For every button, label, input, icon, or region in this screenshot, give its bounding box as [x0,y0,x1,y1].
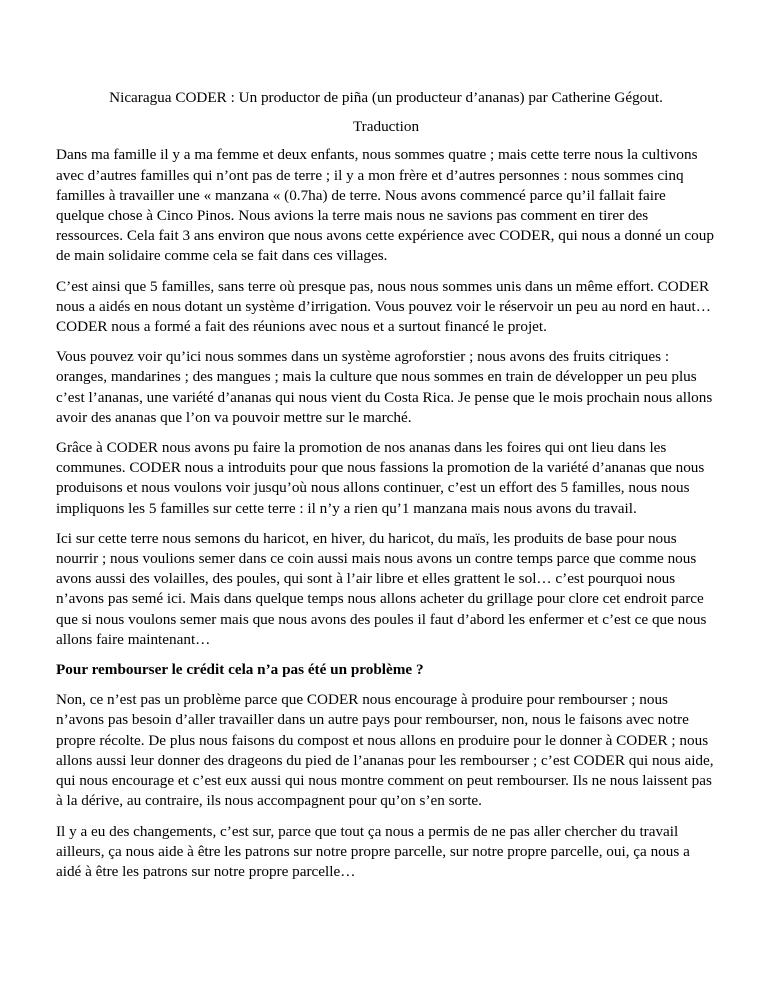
document-title: Nicaragua CODER : Un productor de piña (un producteur d’ananas) par Catherine Gégout. [109,89,663,106]
paragraph: Dans ma famille il y a ma femme et deux enfants, nous sommes quatre ; mais cette terre nous la cultivons avec d’autres familles qui n’ont pas de terre ; il y a mon frère et d’autres personnes : nous sommes cinq familles à travailler une « manzana « (0.7ha) de terre. Nous avons commencé parce qu’il fallait faire quelque chose à Cinco Pinos. Nous avions la terre mais nous ne savions pas comment en tirer des ressources. Cela fait 3 ans environ que nous avons cette expérience avec CODER, qui nous a donné un coup de main solidaire comme cela se fait dans ces villages. [56,146,714,265]
answer-paragraph: Non, ce n’est pas un problème parce que CODER nous encourage à produire pour rembourser ; nous n’avons pas besoin d’aller travailler dans un autre pays pour rembourser, non, nous le faisons avec notre propre récolte. De plus nous faisons du compost et nous allons en produire pour le donner à CODER ; nous allons aussi leur donner des drageons du pied de l’ananas pour les rembourser ; c’est CODER qui nous aide, qui nous encourage et c’est eux aussi qui nous montre comment on peut rembourser. Ils ne nous laissent pas à la dérive, au contraire, ils nous accompagnent pour qu’on s’en sorte. [56,691,714,810]
document-page [56,78,716,892]
paragraph: Grâce à CODER nous avons pu faire la promotion de nos ananas dans les foires qui ont lieu dans les communes. CODER nous a introduits pour que nous fassions la promotion de la variété d’ananas que nous produisons et nous voulons voir jusqu’où nous allons continuer, c’est un effort des 5 familles, nous nous impliquons les 5 familles sur cette terre : il n’y a rien qu’1 manzana mais nous avons du travail. [56,439,705,517]
answer-paragraph: Il y a eu des changements, c’est sur, parce que tout ça nous a permis de ne pas aller chercher du travail ailleurs, ça nous aide à être les patrons sur notre propre parcelle, sur notre propre parcelle, oui, ça nous a aidé à être les patrons sur notre propre parcelle… [56,822,690,880]
paragraph: Ici sur cette terre nous semons du haricot, en hiver, du haricot, du maïs, les produits de base pour nous nourrir ; nous voulions semer dans ce coin aussi mais nous avons un contre temps parce que comme nous avons aussi des volailles, des poules, qui sont à l’air libre et elles grattent le sol… c’est pourquoi nous n’avons pas semé ici. Mais dans quelque temps nous allons acheter du grillage pour clore cet endroit parce que si nous voulons semer mais que nous avons des poules il faut d’abord les enfermer et c’est ce que nous allons faire maintenant… [56,529,707,648]
document-subtitle: Traduction [352,118,420,136]
paragraph: Vous pouvez voir qu’ici nous sommes dans un système agroforstier ; nous avons des fruits citriques : oranges, mandarines ; des mangues ; mais la culture que nous sommes en train de développer un peu plus c’est l’ananas, une variété d’ananas qui nous vient du Costa Rica. Je pense que le mois prochain nous allons avoir des ananas que l’on va pouvoir mettre sur le marché. [56,348,713,426]
paragraph: C’est ainsi que 5 familles, sans terre où presque pas, nous nous sommes unis dans un même effort. CODER nous a aidés en nous dotant un système d’irrigation. Vous pouvez voir le réservoir un peu au nord en haut… CODER nous a formé a fait des réunions avec nous et a surtout financé le projet. [56,277,711,336]
interview-question: Pour rembourser le crédit cela n’a pas été un problème ? [56,661,424,679]
